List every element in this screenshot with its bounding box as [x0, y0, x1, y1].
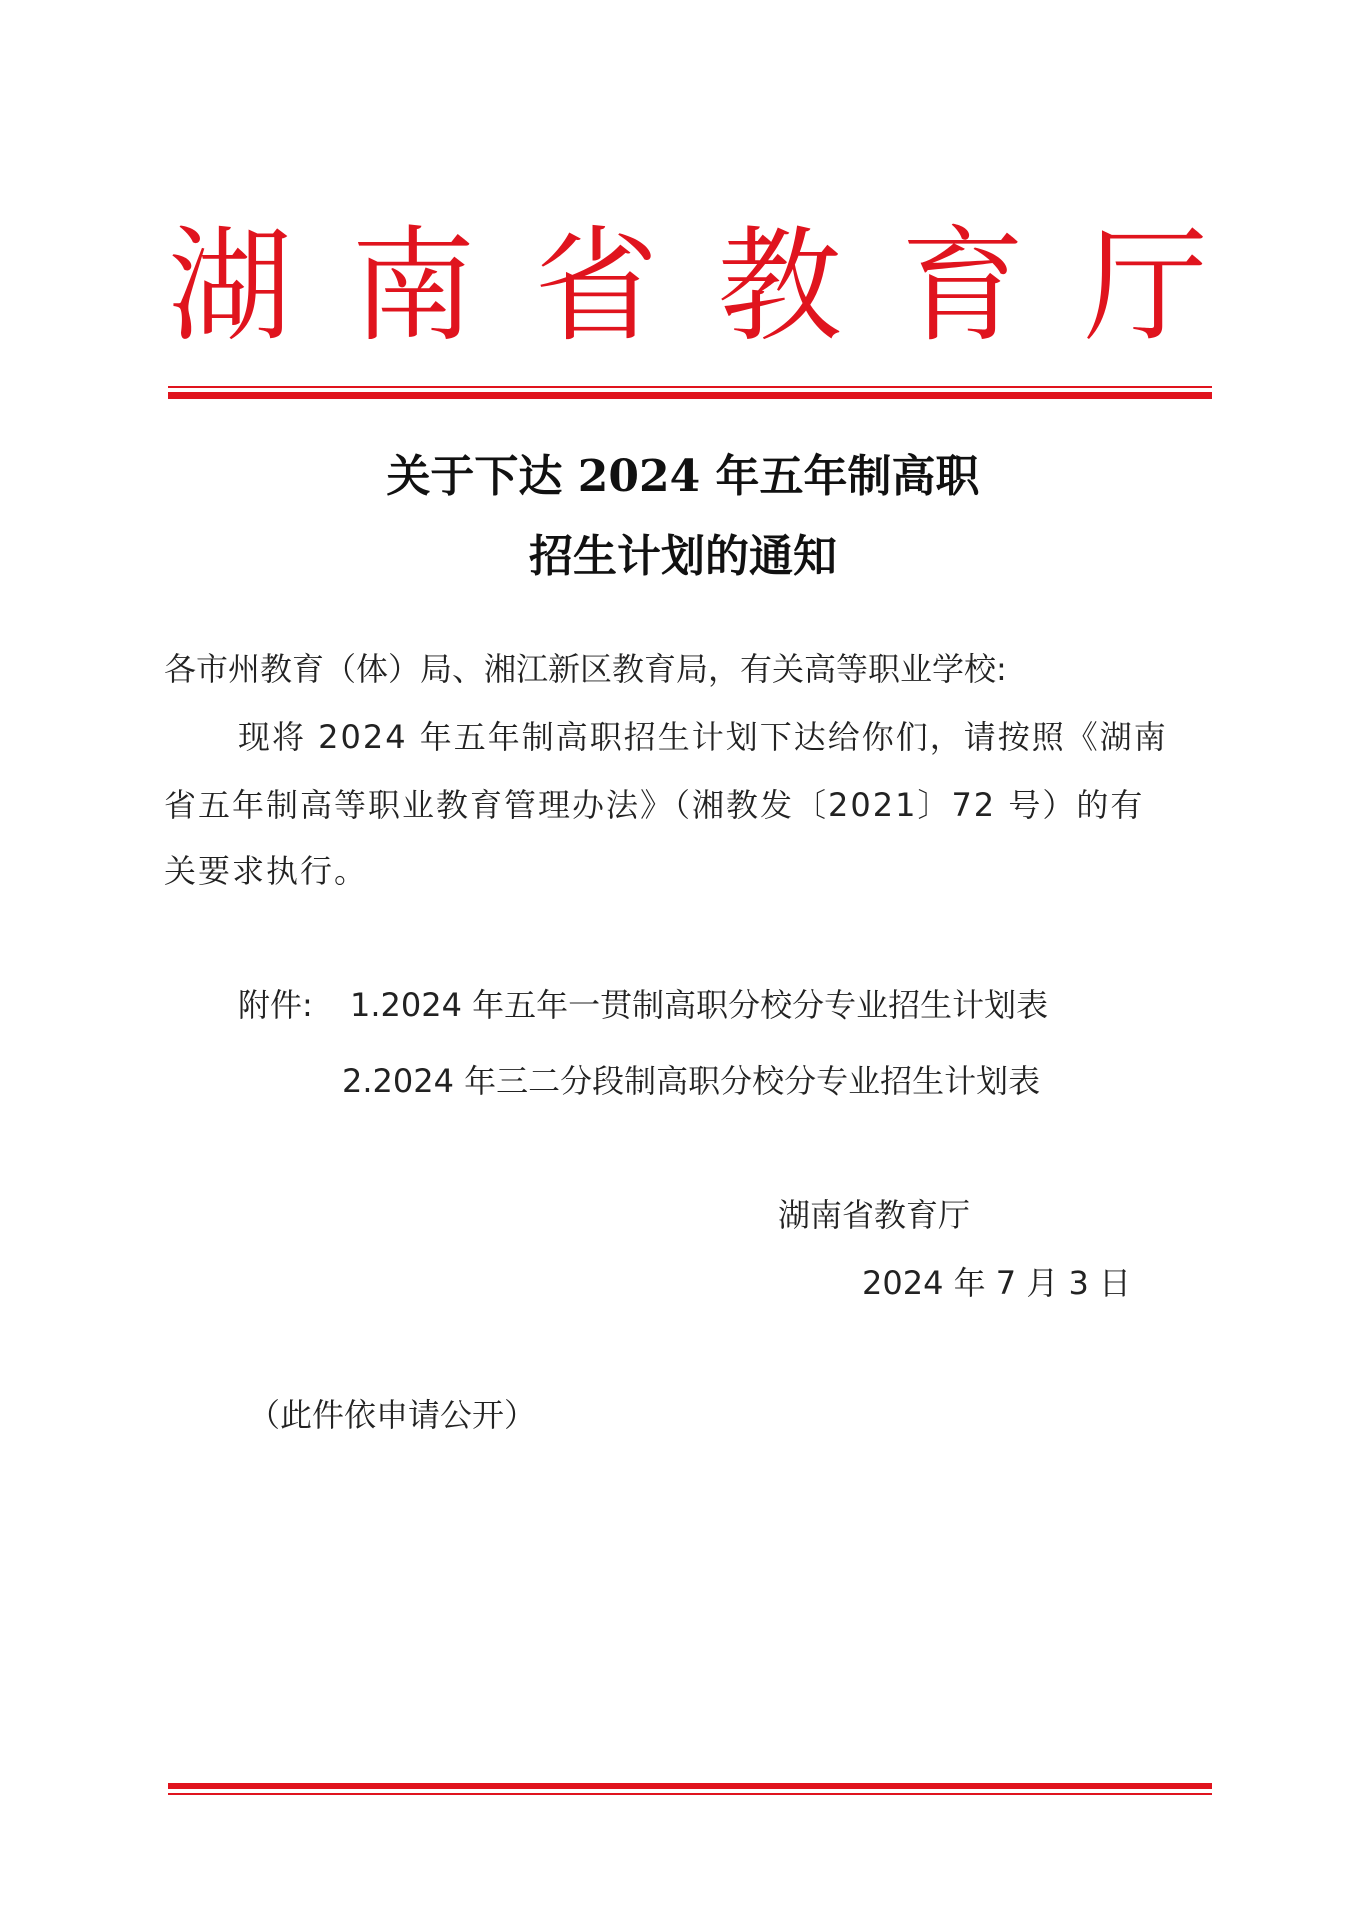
attachment-item: 1.2024 年五年一贯制高职分校分专业招生计划表	[350, 986, 1049, 1024]
body-paragraph-line: 关要求执行。	[164, 852, 369, 890]
letterhead-char: 南	[351, 215, 476, 359]
letterhead-divider-thick	[168, 392, 1212, 399]
letterhead-char: 厅	[1083, 215, 1208, 359]
signature-date: 2024 年 7 月 3 日	[862, 1264, 1132, 1302]
letterhead-char: 育	[900, 215, 1025, 359]
letterhead-title	[168, 212, 1208, 362]
document-title-line2: 招生计划的通知	[529, 531, 837, 582]
letterhead-divider-thin	[168, 386, 1212, 388]
document-title-line1: 关于下达 2024 年五年制高职	[386, 451, 980, 502]
attachment-item: 2.2024 年三二分段制高职分校分专业招生计划表	[342, 1062, 1041, 1100]
disclosure-note: （此件依申请公开）	[248, 1396, 537, 1434]
letterhead-char: 教	[717, 215, 842, 359]
footer-divider-thick	[168, 1783, 1212, 1789]
letterhead-char: 湖	[168, 215, 293, 359]
footer-divider-thin	[168, 1793, 1212, 1795]
salutation: 各市州教育（体）局、湘江新区教育局，有关高等职业学校:	[164, 650, 1007, 688]
body-paragraph-line: 现将 2024 年五年制高职招生计划下达给你们，请按照《湖南	[238, 718, 1168, 756]
body-paragraph-line: 省五年制高等职业教育管理办法》（湘教发〔2021〕72 号）的有	[164, 786, 1145, 824]
attachments-label: 附件:	[238, 986, 313, 1024]
signature-organization: 湖南省教育厅	[778, 1196, 971, 1234]
letterhead-char: 省	[534, 215, 659, 359]
